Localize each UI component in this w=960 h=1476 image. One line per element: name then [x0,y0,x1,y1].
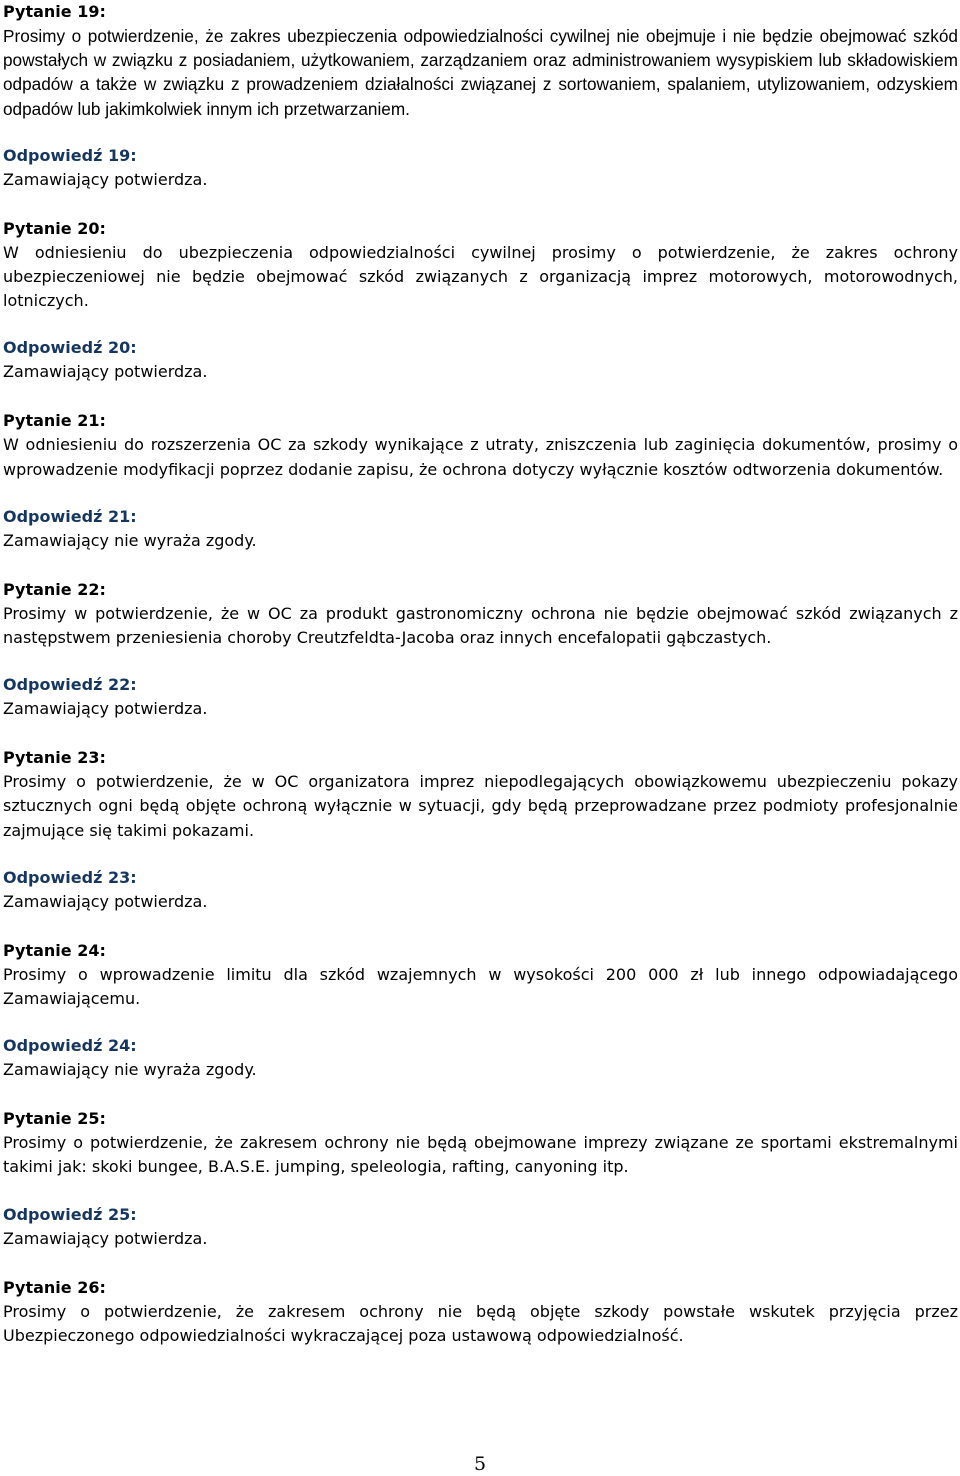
question-heading: Pytanie 21: [3,411,106,431]
question-heading: Pytanie 25: [3,1109,106,1129]
answer-text: Zamawiający potwierdza. [3,699,208,719]
question-block [3,1107,958,1179]
answer-block [3,673,958,721]
answer-block [3,1034,958,1082]
answer-block [3,336,958,384]
question-heading: Pytanie 26: [3,1277,106,1297]
answer-heading: Odpowiedź 20: [3,338,137,358]
answer-block [3,144,958,192]
question-block [3,0,958,121]
question-block [3,939,958,1011]
answer-heading: Odpowiedź 19: [3,145,137,165]
answer-text: Zamawiający potwierdza. [3,362,208,382]
question-heading: Pytanie 22: [3,579,106,599]
question-text: W odniesieniu do rozszerzenia OC za szkody wynikające z utraty, zniszczenia lub zaginięcia dokumentów, prosimy o wprowadzenie modyfikacji poprzez dodanie zapisu, że ochrona dotyczy wyłącznie kosztów odtworzenia dokumentów. [3,435,958,479]
answer-block [3,866,958,914]
answer-heading: Odpowiedź 23: [3,867,137,887]
question-text: Prosimy o potwierdzenie, że zakres ubezpieczenia odpowiedzialności cywilnej nie obejmuje i nie będzie obejmować szkód powstałych w związku z posiadaniem, użytkowaniem, zarządzaniem oraz administrowaniem wysypiskiem lub składowiskiem odpadów a także w związku z prowadzeniem działalności związanej z sortowaniem, spalaniem, utylizowaniem, odzyskiem odpadów lub jakimkolwiek innym ich przetwarzaniem. [3,26,958,119]
question-heading: Pytanie 20: [3,218,106,238]
question-text: Prosimy o wprowadzenie limitu dla szkód wzajemnych w wysokości 200 000 zł lub innego odpowiadającego Zamawiającemu. [3,964,958,1009]
question-text: W odniesieniu do ubezpieczenia odpowiedzialności cywilnej prosimy o potwierdzenie, że zakres ochrony ubezpieczeniowej nie będzie obejmować szkód związanych z organizacją imprez motorowych, motorowodnych, lotniczych. [3,242,958,311]
question-block [3,578,958,650]
question-text: Prosimy o potwierdzenie, że w OC organizatora imprez niepodlegających obowiązkowemu ubezpieczeniu pokazy sztucznych ogni będą objęte ochroną wyłącznie w sytuacji, gdy będą przeprowadzane przez podmioty profesjonalnie zajmujące się takimi pokazami. [3,772,958,840]
question-heading: Pytanie 19: [3,2,106,21]
answer-text: Zamawiający nie wyraża zgody. [3,530,257,550]
question-block [3,217,958,314]
answer-text: Zamawiający potwierdza. [3,891,208,911]
answer-block [3,505,958,553]
answer-text: Zamawiający nie wyraża zgody. [3,1060,257,1080]
answer-heading: Odpowiedź 25: [3,1204,137,1224]
question-text: Prosimy w potwierdzenie, że w OC za produkt gastronomiczny ochrona nie będzie obejmować szkód związanych z następstwem przeniesienia choroby Creutzfeldta-Jacoba oraz innych encefalopatii gąbczastych. [3,603,958,648]
question-text: Prosimy o potwierdzenie, że zakresem ochrony nie będą obejmowane imprezy związane ze sportami ekstremalnymi takimi jak: skoki bungee, B.A.S.E. jumping, speleologia, rafting, canyoning itp. [3,1133,958,1177]
answer-text: Zamawiający potwierdza. [3,169,208,189]
question-block [3,746,958,843]
answer-text: Zamawiający potwierdza. [3,1228,208,1248]
question-text: Prosimy o potwierdzenie, że zakresem ochrony nie będą objęte szkody powstałe wskutek przyjęcia przez Ubezpieczonego odpowiedzialności wykraczającej poza ustawową odpowiedzialność. [3,1301,958,1345]
question-block [3,1276,958,1348]
question-heading: Pytanie 23: [3,748,106,768]
page-number: 5 [473,1453,487,1475]
answer-block [3,1203,958,1251]
answer-heading: Odpowiedź 21: [3,506,137,526]
question-block [3,409,958,481]
document-page [3,0,958,1348]
question-heading: Pytanie 24: [3,940,106,960]
answer-heading: Odpowiedź 24: [3,1036,137,1056]
answer-heading: Odpowiedź 22: [3,675,137,695]
